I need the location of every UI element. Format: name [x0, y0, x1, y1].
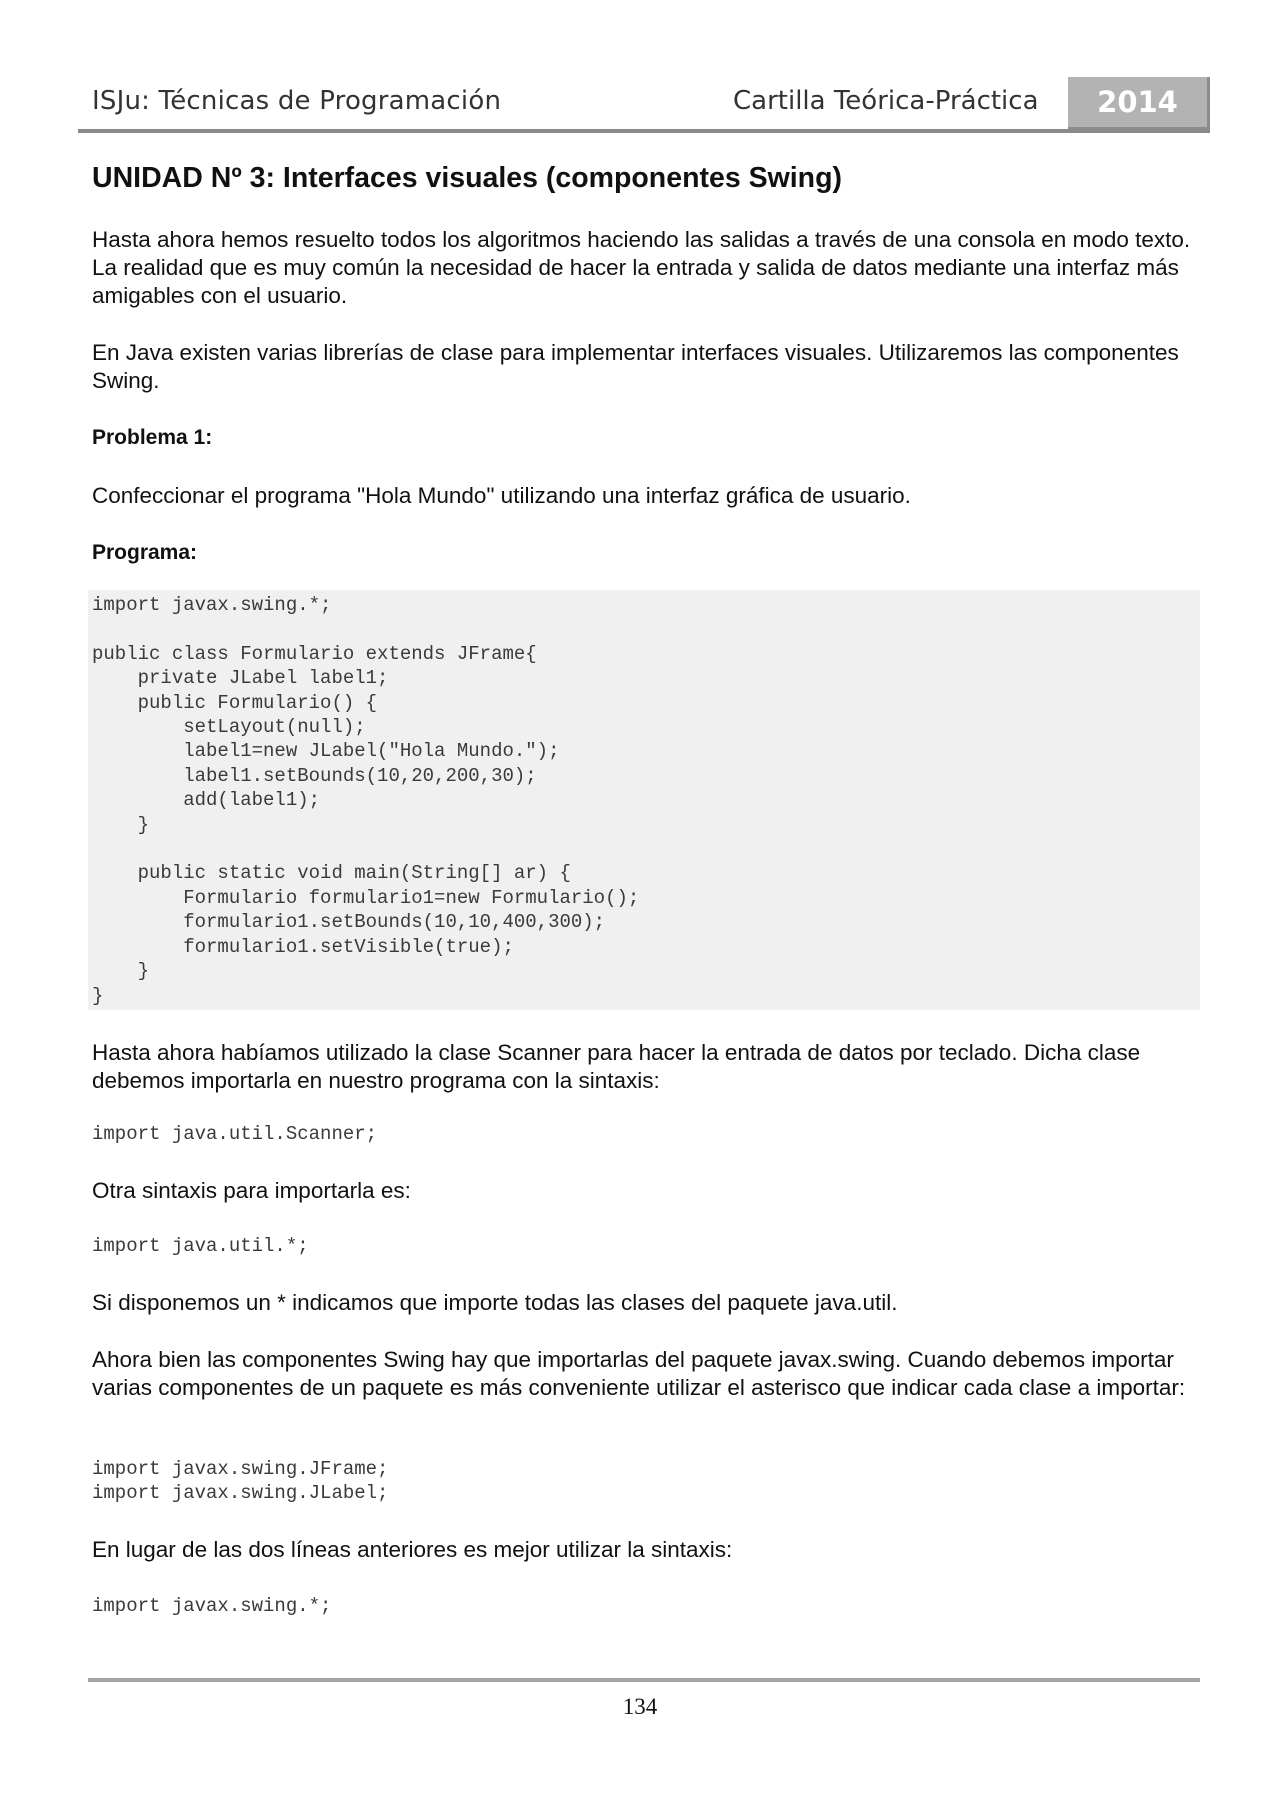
scanner-import-code: import java.util.Scanner; — [92, 1123, 378, 1145]
program-code-block: import javax.swing.*; public class Formulario extends JFrame{ private JLabel label1; public Formulario() { setLayout(null); label1=new JLabel("Hola Mundo."); label1.setBounds(10,20,200,30); add(label1); } public static void main(String[] ar) { Formulario formulario1=new Formulario(); formulario1.setBounds(10,10,400,300); formulario1.setVisible(true); } } — [92, 594, 640, 1007]
page-number: 134 — [622, 1694, 658, 1719]
program-heading: Programa: — [92, 541, 198, 564]
problem-description: Confeccionar el programa "Hola Mundo" utilizando una interfaz gráfica de usuario. — [92, 483, 911, 508]
util-wildcard-import-code: import java.util.*; — [92, 1235, 309, 1257]
intro-paragraph: Hasta ahora hemos resuelto todos los algoritmos haciendo las salidas a través de una consola en modo texto. La realidad que es muy común la necesidad de hacer la entrada y salida de datos mediante una interfaz más amigables con el usuario. — [92, 227, 1191, 308]
better-syntax-paragraph: En lugar de las dos líneas anteriores es mejor utilizar la sintaxis: — [92, 1537, 733, 1562]
swing-wildcard-import-code: import javax.swing.*; — [92, 1595, 332, 1617]
swing-import-paragraph: Ahora bien las componentes Swing hay que importarlas del paquete javax.swing. Cuando debemos importar varias componentes de un paquete es más conveniente utilizar el asterisco que indicar cada clase a importar: — [92, 1347, 1186, 1400]
java-libraries-paragraph: En Java existen varias librerías de clase para implementar interfaces visuales. Utilizaremos las componentes Swing. — [92, 340, 1179, 393]
header-course-title: ISJu: Técnicas de Programación — [92, 86, 502, 116]
alt-syntax-paragraph: Otra sintaxis para importarla es: — [92, 1178, 411, 1203]
header-year-badge: 2014 — [1068, 77, 1210, 130]
header-divider — [78, 129, 1210, 133]
footer-divider — [88, 1678, 1200, 1682]
header-booklet-title: Cartilla Teórica-Práctica — [733, 86, 1039, 116]
wildcard-explanation-paragraph: Si disponemos un * indicamos que importe todas las clases del paquete java.util. — [92, 1290, 898, 1315]
swing-individual-imports-code: import javax.swing.JFrame; import javax.swing.JLabel; — [92, 1458, 389, 1505]
scanner-paragraph: Hasta ahora habíamos utilizado la clase Scanner para hacer la entrada de datos por teclado. Dicha clase debemos importarla en nuestro programa con la sintaxis: — [92, 1040, 1141, 1093]
unit-title: UNIDAD Nº 3: Interfaces visuales (componentes Swing) — [92, 162, 842, 194]
problem-heading: Problema 1: — [92, 426, 213, 449]
